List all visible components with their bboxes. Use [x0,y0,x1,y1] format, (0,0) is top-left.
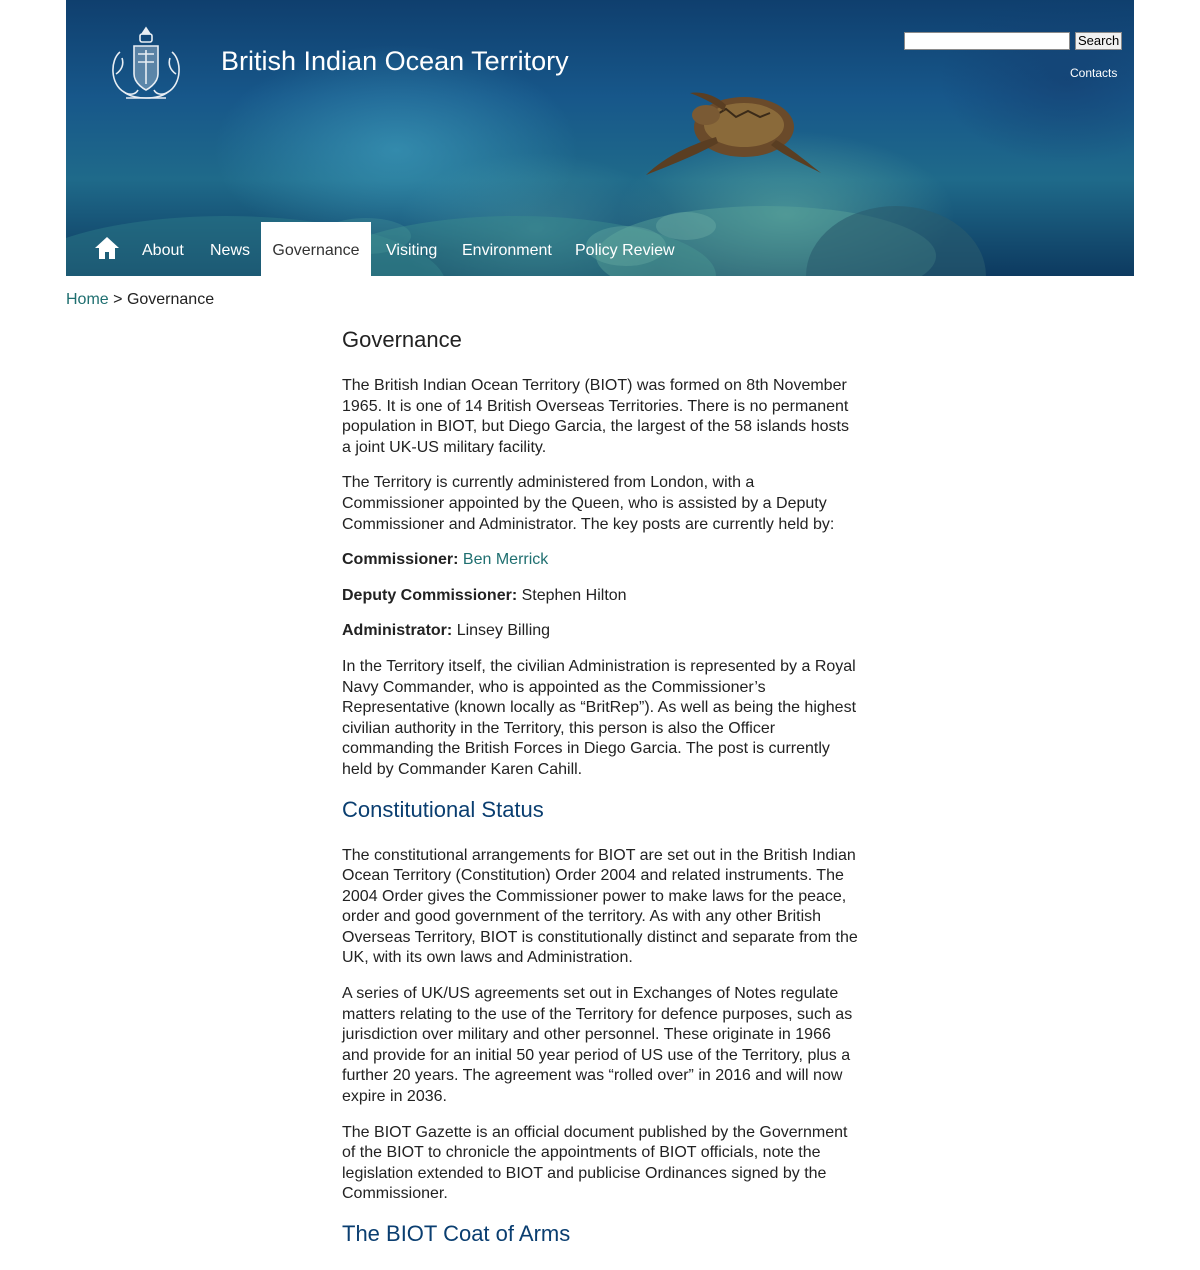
main-nav [66,222,1134,276]
header-banner [66,0,1134,276]
post-deputy-commissioner [342,586,858,607]
post-administrator [342,621,858,642]
administration-paragraph: The Territory is currently administered from London, with a Commissioner appointed by the Queen, who is assisted by a Deputy Commissioner and Administrator. The key posts are currently held by: [342,474,835,533]
post-role-label: Deputy Commissioner: [342,586,518,604]
breadcrumb-current: Governance [126,291,215,308]
britrep-paragraph: In the Territory itself, the civilian Administration is represented by a Royal Navy Commander, who is appointed as the Commissioner’s Representative (known locally as “BritRep”). As well as being the highest civilian authority in the Territory, this person is also the Officer commanding the British Forces in Diego Garcia. The post is currently held by Commander Karen Cahill. [342,657,857,778]
intro-paragraph: The British Indian Ocean Territory (BIOT) was formed on 8th November 1965. It is one of 14 British Overseas Territories. There is no permanent population in BIOT, but Diego Garcia, the largest of the 58 islands hosts a joint UK-US military facility. [342,377,849,456]
gazette-paragraph: The BIOT Gazette is an official document published by the Government of the BIOT to chronicle the appointments of BIOT officials, note the legislation extended to BIOT and publicise Ordinances signed by the Commissioner. [342,1123,848,1203]
contacts-link[interactable]: Contacts [1070,66,1118,80]
agreements-paragraph: A series of UK/US agreements set out in Exchanges of Notes regulate matters relating to the use of the Territory for defence purposes, such as jurisdiction over military and other personnel. These originate in 1966 and provide for an initial 50 year period of US use of the Territory, plus a further 20 years. The agreement was “rolled over” in 2016 and will now expire in 2036. [342,985,853,1106]
breadcrumb [66,291,214,309]
main-content [342,326,858,1270]
nav-item-about[interactable]: About [142,242,184,259]
post-holder-name: Stephen Hilton [521,586,627,604]
commissioner-name-link[interactable]: Ben Merrick [462,551,549,569]
nav-item-policy-review[interactable]: Policy Review [575,242,675,259]
nav-item-governance[interactable]: Governance [261,222,371,276]
nav-item-environment[interactable]: Environment [462,242,552,259]
nav-item-news[interactable]: News [210,242,251,259]
page-title: Governance [342,327,462,352]
constitutional-status-heading: Constitutional Status [342,796,544,822]
breadcrumb-home-link[interactable]: Home [66,291,109,308]
constitution-paragraph: The constitutional arrangements for BIOT are set out in the British Indian Ocean Territory (Constitution) Order 2004 and related instruments. The 2004 Order gives the Commissioner power to make laws for the peace, order and good government of the territory. As with any other British Overseas Territory, BIOT is constitutionally distinct and separate from the UK, with its own laws and Administration. [342,846,858,967]
post-role-label: Commissioner: [342,551,459,569]
home-icon[interactable] [94,236,120,260]
post-commissioner [342,550,858,571]
coat-of-arms-logo[interactable] [106,24,186,106]
post-role-label: Administrator: [342,622,453,640]
nav-item-visiting[interactable]: Visiting [386,242,438,259]
post-holder-name: Linsey Billing [456,622,551,640]
search-button[interactable]: Search [1075,32,1122,50]
sea-turtle-image [606,85,846,180]
coat-of-arms-heading: The BIOT Coat of Arms [342,1221,571,1246]
breadcrumb-separator: > [113,291,123,308]
site-title[interactable]: British Indian Ocean Territory [221,46,569,76]
search-input[interactable] [904,32,1070,50]
